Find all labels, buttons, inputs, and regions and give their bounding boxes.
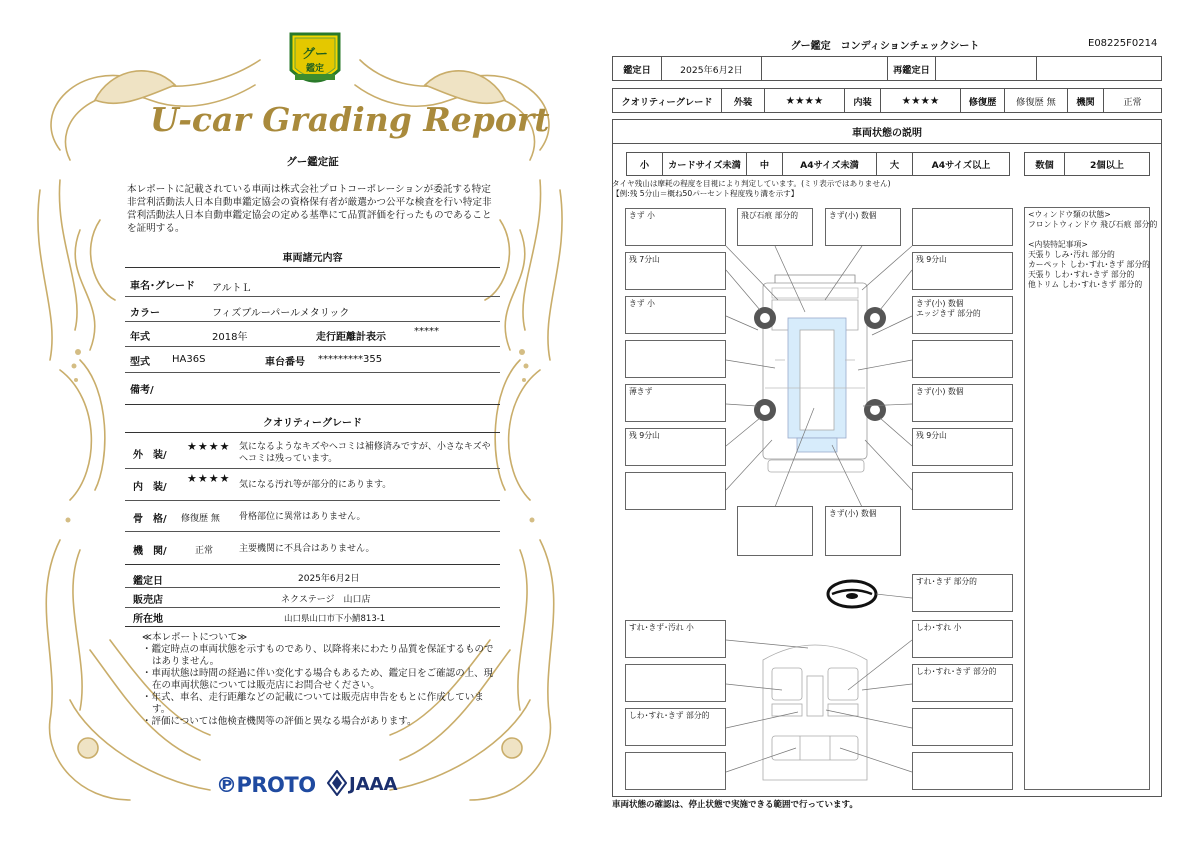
interior-box: しわ･すれ･きず 部分的 [625, 708, 726, 746]
inspection-date-value: 2025年6月2日 [662, 57, 762, 80]
date-row [612, 56, 1162, 81]
condition-check-sheet [600, 0, 1200, 848]
divider [125, 587, 500, 588]
goo-kantei-badge-icon [285, 30, 345, 94]
size-small-desc: カードサイズ未満 [663, 153, 747, 175]
size-medium-desc: A4サイズ未満 [783, 153, 877, 175]
svg-text:グー: グー [301, 47, 329, 62]
interior-stars: ★★★★ [187, 472, 231, 485]
interior-box: しわ･すれ 小 [912, 620, 1013, 658]
type-label: 型式 [130, 357, 150, 368]
divider [125, 321, 500, 322]
count-label: 数個 [1025, 153, 1065, 175]
divider [125, 346, 500, 347]
frame-value: 修復歴 無 [181, 514, 220, 524]
divider [125, 372, 500, 373]
chassis-value: *********355 [318, 354, 383, 365]
inspection-date-label: 鑑定日 [613, 57, 662, 80]
condition-line: きず(小) 数個 [916, 299, 964, 308]
condition-box [912, 472, 1013, 510]
side-note-line: 天張り しわ･すれ･きず 部分的 [1028, 270, 1135, 279]
sheet-code: E08225F0214 [1088, 38, 1158, 49]
script-title: U-car Grading Report [150, 100, 550, 139]
interior-box: しわ･すれ･きず 部分的 [912, 664, 1013, 702]
exterior-label: 外 装/ [133, 450, 167, 461]
size-large-label: 大 [877, 153, 913, 175]
exterior-stars: ★★★★ [187, 440, 231, 453]
jaaa-emblem-icon [327, 770, 347, 796]
mileage-label: 走行距離計表示 [316, 332, 386, 343]
condition-box: きず 小 [625, 296, 726, 334]
count-desc: 2個以上 [1090, 160, 1124, 171]
condition-box: きず(小) 数個 [825, 506, 901, 556]
quality-grade-label: クオリティーグレード [613, 89, 722, 112]
frame-comment: 骨格部位に異常はありません。 [239, 512, 366, 522]
divider [125, 500, 500, 501]
condition-box [912, 208, 1013, 246]
size-small-label: 小 [627, 153, 663, 175]
grade-section-title: クオリティーグレード [263, 418, 362, 429]
interior-box [912, 708, 1013, 746]
condition-box: すれ･きず 部分的 [912, 574, 1013, 612]
divider [125, 531, 500, 532]
side-note-line [1028, 230, 1146, 240]
remarks-label: 備考/ [130, 385, 154, 396]
repair-history-value: 修復歴 無 [1005, 89, 1068, 112]
condition-box: きず 小 [625, 208, 726, 246]
engine-label: 機関 [1068, 89, 1104, 112]
year-value: 2018年 [212, 332, 248, 343]
size-legend [626, 152, 1010, 176]
color-label: カラー [130, 308, 160, 319]
condition-box: きず(小) 数個 [825, 208, 901, 246]
divider [125, 296, 500, 297]
divider [125, 267, 500, 268]
interior-comment: 気になる汚れ等が部分的にあります。 [239, 480, 392, 490]
blank-cell [1037, 57, 1161, 80]
condition-box [625, 472, 726, 510]
note-item: ・車両状態は時間の経過に伴い変化する場合もあるため、鑑定日をご確認の上、現在の車両状態については販売店にお問合せください。 [142, 668, 494, 691]
chassis-label: 車台番号 [265, 357, 305, 368]
size-medium-label: 中 [747, 153, 783, 175]
jaaa-logo: JAAA [327, 770, 407, 796]
date-label: 鑑定日 [133, 576, 163, 587]
side-note-line: フロントウィンドウ 飛び石痕 部分的 [1028, 220, 1158, 229]
interior-box [912, 752, 1013, 790]
tire-box: 残 9分山 [625, 428, 726, 466]
grade-row [612, 88, 1162, 113]
interior-label: 内装 [845, 89, 881, 112]
type-value: HA36S [172, 354, 206, 365]
exterior-label: 外装 [722, 89, 765, 112]
interior-box [625, 752, 726, 790]
interior-box: すれ･きず･汚れ 小 [625, 620, 726, 658]
condition-box: 薄きず [625, 384, 726, 422]
certificate-intro: 本レポートに記載されている車両は株式会社プロトコーポレーションが委託する特定非営利活動法人日本自動車鑑定協会の資格保有者が厳選かつ公平な検査を行い特定非営利活動法人日本自動車鑑定協会の定める基準にて品質評価を行ったものであることを証明する。 [127, 184, 492, 234]
tire-box: 残 7分山 [625, 252, 726, 290]
report-notes [140, 632, 500, 728]
divider [125, 432, 500, 433]
note-item: ・評価については他検査機関等の評価と異なる場合があります。 [142, 716, 417, 727]
note-item: ・鑑定時点の車両状態を示すものであり、以降将来にわたり品質を保証するものではありません。 [142, 644, 494, 667]
model-value: アルトＬ [212, 283, 252, 294]
condition-line: エッジきず 部分的 [916, 309, 981, 318]
year-label: 年式 [130, 332, 150, 343]
condition-panel-title: 車両状態の説明 [613, 120, 1161, 144]
reinspection-date-label: 再鑑定日 [888, 57, 936, 80]
svg-text:鑑定: 鑑定 [305, 64, 325, 74]
side-note-line: <ウィンドウ類の状態> [1028, 210, 1111, 219]
condition-box [625, 340, 726, 378]
model-label: 車名･グレード [130, 281, 195, 292]
tire-box: 残 9分山 [912, 428, 1013, 466]
divider [125, 564, 500, 565]
proto-p-icon: ℗ [216, 773, 237, 797]
condition-box: 飛び石痕 部分的 [737, 208, 813, 246]
shop-value: ネクステージ 山口店 [281, 595, 371, 605]
engine-comment: 主要機関に不具合はありません。 [239, 544, 375, 554]
condition-box: きず(小) 数個 [912, 384, 1013, 422]
special-notes-box [1024, 207, 1158, 790]
side-note-line: カーペット しわ･すれ･きず 部分的 [1028, 260, 1150, 269]
shop-label: 販売店 [133, 595, 163, 606]
side-note-line: 他トリム しわ･すれ･きず 部分的 [1028, 280, 1143, 289]
address-label: 所在地 [133, 614, 163, 625]
sheet-footer-note: 車両状態の確認は、停止状態で実施できる範囲で行っています。 [612, 800, 858, 810]
repair-history-label: 修復歴 [961, 89, 1005, 112]
certificate-heading: グー鑑定証 [286, 156, 339, 168]
engine-value: 正常 [1123, 96, 1142, 108]
interior-label: 内 装/ [133, 482, 167, 493]
count-legend [1024, 152, 1150, 176]
blank-cell [762, 57, 888, 80]
frame-label: 骨 格/ [133, 514, 167, 525]
interior-stars: ★★★★ [881, 89, 961, 112]
divider [125, 468, 500, 469]
date-value: 2025年6月2日 [298, 574, 360, 584]
color-value: フィズブルーパールメタリック [212, 308, 350, 319]
reinspection-date-value [936, 57, 1037, 80]
exterior-comment: 気になるようなキズやヘコミは補修済みですが、小さなキズやヘコミは残っています。 [239, 442, 491, 464]
engine-value: 正常 [195, 546, 214, 556]
mileage-value: ***** [414, 326, 439, 337]
tire-box: 残 9分山 [912, 252, 1013, 290]
tire-note-line: 【例:残 5分山＝概ね50パーセント程度残り溝を示す】 [612, 189, 799, 198]
condition-box [912, 296, 1013, 334]
exterior-stars: ★★★★ [765, 89, 845, 112]
engine-label: 機 関/ [133, 546, 167, 557]
sheet-title: グー鑑定 コンディションチェックシート [790, 41, 980, 52]
spec-section-title: 車両諸元内容 [282, 253, 343, 264]
divider [125, 404, 500, 405]
side-note-line: <内装特記事項> [1028, 240, 1088, 249]
condition-box [737, 506, 813, 556]
divider [125, 607, 500, 608]
note-item: ・年式、車名、走行距離などの記載については販売店申告をもとに作成しています。 [142, 692, 484, 715]
interior-box [625, 664, 726, 702]
proto-logo: ℗PROTO [216, 773, 316, 797]
divider [125, 626, 500, 627]
tire-note-line: タイヤ残山は摩耗の程度を目視により判定しています。(ミリ表示ではありません) [612, 179, 891, 188]
condition-box [912, 340, 1013, 378]
address-value: 山口県山口市下小鯖813-1 [284, 614, 386, 624]
tire-note [612, 179, 891, 199]
notes-title: ≪本レポートについて≫ [142, 632, 248, 643]
size-large-desc: A4サイズ以上 [931, 160, 991, 171]
side-note-line: 天張り しみ･汚れ 部分的 [1028, 250, 1115, 259]
